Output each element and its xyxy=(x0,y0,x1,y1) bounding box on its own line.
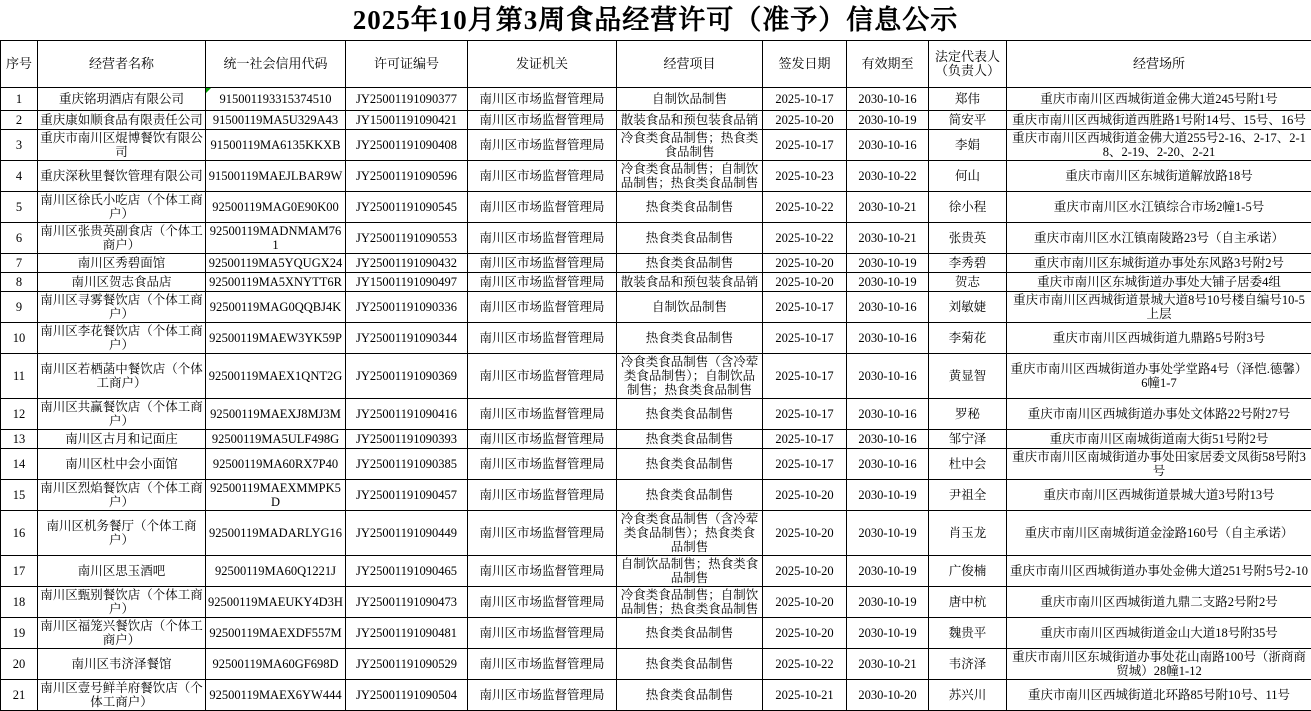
cell-credit_code: 92500119MA5ULF498G xyxy=(206,430,346,449)
cell-seq: 6 xyxy=(1,223,38,254)
cell-legal_rep: 黄显智 xyxy=(929,354,1007,399)
cell-name: 南川区张贵英副食店（个体工商户） xyxy=(38,223,206,254)
cell-authority: 南川区市场监督管理局 xyxy=(468,556,617,587)
cell-valid_until: 2030-10-21 xyxy=(847,223,929,254)
cell-items: 自制饮品制售 xyxy=(617,292,763,323)
cell-seq: 16 xyxy=(1,511,38,556)
cell-authority: 南川区市场监督管理局 xyxy=(468,430,617,449)
cell-items: 散装食品和预包装食品销 xyxy=(617,111,763,130)
cell-items: 热食类食品制售 xyxy=(617,254,763,273)
cell-name: 南川区福笼兴餐饮店（个体工商户） xyxy=(38,618,206,649)
cell-premises: 重庆市南川区南城街道办事处田家居委文凤街58号附3号 xyxy=(1007,449,1311,480)
cell-seq: 17 xyxy=(1,556,38,587)
cell-premises: 重庆市南川区水江镇南陵路23号（自主承诺） xyxy=(1007,223,1311,254)
cell-license_no: JY25001191090344 xyxy=(346,323,468,354)
cell-premises: 重庆市南川区南城街道南大街51号附2号 xyxy=(1007,430,1311,449)
cell-license_no: JY25001191090457 xyxy=(346,480,468,511)
cell-legal_rep: 李秀碧 xyxy=(929,254,1007,273)
cell-seq: 10 xyxy=(1,323,38,354)
cell-license_no: JY25001191090504 xyxy=(346,680,468,711)
cell-valid_until: 2030-10-21 xyxy=(847,192,929,223)
cell-seq: 2 xyxy=(1,111,38,130)
cell-credit_code: 92500119MAEW3YK59P xyxy=(206,323,346,354)
cell-valid_until: 2030-10-16 xyxy=(847,430,929,449)
cell-issue_date: 2025-10-17 xyxy=(763,323,847,354)
cell-authority: 南川区市场监督管理局 xyxy=(468,88,617,111)
cell-authority: 南川区市场监督管理局 xyxy=(468,111,617,130)
cell-name: 南川区甄别餐饮店（个体工商户） xyxy=(38,587,206,618)
cell-name: 南川区思玉酒吧 xyxy=(38,556,206,587)
cell-license_no: JY15001191090497 xyxy=(346,273,468,292)
cell-legal_rep: 徐小程 xyxy=(929,192,1007,223)
cell-legal_rep: 肖玉龙 xyxy=(929,511,1007,556)
cell-legal_rep: 尹祖全 xyxy=(929,480,1007,511)
cell-name: 南川区共赢餐饮店（个体工商户） xyxy=(38,399,206,430)
table-row xyxy=(1,323,1311,354)
table-row xyxy=(1,399,1311,430)
cell-authority: 南川区市场监督管理局 xyxy=(468,292,617,323)
cell-license_no: JY25001191090416 xyxy=(346,399,468,430)
cell-name: 南川区若栖菡中餐饮店（个体工商户） xyxy=(38,354,206,399)
cell-seq: 4 xyxy=(1,161,38,192)
header-row xyxy=(1,41,1311,88)
cell-items: 冷食类食品制售；热食类食品制售 xyxy=(617,130,763,161)
cell-authority: 南川区市场监督管理局 xyxy=(468,618,617,649)
cell-credit_code: 91500119MA6135KKXB xyxy=(206,130,346,161)
cell-authority: 南川区市场监督管理局 xyxy=(468,273,617,292)
cell-license_no: JY25001191090377 xyxy=(346,88,468,111)
cell-valid_until: 2030-10-16 xyxy=(847,354,929,399)
cell-name: 南川区烈焰餐饮店（个体工商户） xyxy=(38,480,206,511)
table-row xyxy=(1,587,1311,618)
cell-issue_date: 2025-10-17 xyxy=(763,430,847,449)
cell-valid_until: 2030-10-19 xyxy=(847,556,929,587)
cell-premises: 重庆市南川区水江镇综合市场2幢1-5号 xyxy=(1007,192,1311,223)
cell-issue_date: 2025-10-20 xyxy=(763,111,847,130)
cell-authority: 南川区市场监督管理局 xyxy=(468,223,617,254)
cell-authority: 南川区市场监督管理局 xyxy=(468,192,617,223)
cell-credit_code: 92500119MA5YQUGX24 xyxy=(206,254,346,273)
cell-authority: 南川区市场监督管理局 xyxy=(468,480,617,511)
cell-items: 自制饮品制售 xyxy=(617,88,763,111)
cell-credit_code: 92500119MAEXDF557M xyxy=(206,618,346,649)
cell-items: 冷食类食品制售（含冷荤类食品制售）；自制饮品制售；热食类食品制售 xyxy=(617,354,763,399)
cell-authority: 南川区市场监督管理局 xyxy=(468,161,617,192)
cell-issue_date: 2025-10-17 xyxy=(763,399,847,430)
table-row xyxy=(1,192,1311,223)
cell-seq: 11 xyxy=(1,354,38,399)
table-row xyxy=(1,111,1311,130)
cell-name: 南川区寻雾餐饮店（个体工商户） xyxy=(38,292,206,323)
cell-license_no: JY25001191090408 xyxy=(346,130,468,161)
cell-seq: 3 xyxy=(1,130,38,161)
cell-premises: 重庆市南川区东城街道办事处大铺子居委4组 xyxy=(1007,273,1311,292)
table-row xyxy=(1,223,1311,254)
cell-legal_rep: 郑伟 xyxy=(929,88,1007,111)
cell-legal_rep: 魏贵平 xyxy=(929,618,1007,649)
cell-issue_date: 2025-10-21 xyxy=(763,680,847,711)
cell-name: 南川区贺志食品店 xyxy=(38,273,206,292)
cell-license_no: JY25001191090596 xyxy=(346,161,468,192)
cell-name: 南川区韦济泽餐馆 xyxy=(38,649,206,680)
cell-valid_until: 2030-10-16 xyxy=(847,130,929,161)
cell-issue_date: 2025-10-17 xyxy=(763,130,847,161)
table-body xyxy=(1,88,1311,711)
table-row xyxy=(1,292,1311,323)
cell-license_no: JY25001191090553 xyxy=(346,223,468,254)
cell-seq: 12 xyxy=(1,399,38,430)
cell-premises: 重庆市南川区西城街道办事处学堂路4号（泽恺.德馨）6幢1-7 xyxy=(1007,354,1311,399)
cell-issue_date: 2025-10-20 xyxy=(763,618,847,649)
cell-issue_date: 2025-10-17 xyxy=(763,292,847,323)
cell-issue_date: 2025-10-22 xyxy=(763,649,847,680)
cell-valid_until: 2030-10-19 xyxy=(847,618,929,649)
column-header-issue_date: 签发日期 xyxy=(763,41,847,88)
cell-items: 热食类食品制售 xyxy=(617,223,763,254)
page-title: 2025年10月第3周食品经营许可（准予）信息公示 xyxy=(0,0,1311,40)
cell-premises: 重庆市南川区西城街道办事处文体路22号附27号 xyxy=(1007,399,1311,430)
cell-premises: 重庆市南川区西城街道西胜路1号附14号、15号、16号 xyxy=(1007,111,1311,130)
cell-legal_rep: 李娟 xyxy=(929,130,1007,161)
column-header-premises: 经营场所 xyxy=(1007,41,1311,88)
cell-premises: 重庆市南川区西城街道北环路85号附10号、11号 xyxy=(1007,680,1311,711)
table-row xyxy=(1,618,1311,649)
cell-authority: 南川区市场监督管理局 xyxy=(468,399,617,430)
table-row xyxy=(1,511,1311,556)
table-row xyxy=(1,556,1311,587)
cell-legal_rep: 苏兴川 xyxy=(929,680,1007,711)
cell-items: 热食类食品制售 xyxy=(617,192,763,223)
cell-issue_date: 2025-10-17 xyxy=(763,449,847,480)
table-row xyxy=(1,680,1311,711)
cell-seq: 14 xyxy=(1,449,38,480)
cell-seq: 7 xyxy=(1,254,38,273)
cell-name: 南川区古月和记面庄 xyxy=(38,430,206,449)
cell-authority: 南川区市场监督管理局 xyxy=(468,254,617,273)
cell-seq: 9 xyxy=(1,292,38,323)
cell-license_no: JY25001191090432 xyxy=(346,254,468,273)
cell-seq: 18 xyxy=(1,587,38,618)
cell-issue_date: 2025-10-20 xyxy=(763,254,847,273)
cell-items: 热食类食品制售 xyxy=(617,649,763,680)
cell-seq: 19 xyxy=(1,618,38,649)
cell-legal_rep: 李菊花 xyxy=(929,323,1007,354)
cell-valid_until: 2030-10-19 xyxy=(847,480,929,511)
cell-license_no: JY25001191090336 xyxy=(346,292,468,323)
cell-valid_until: 2030-10-19 xyxy=(847,511,929,556)
cell-items: 热食类食品制售 xyxy=(617,618,763,649)
cell-authority: 南川区市场监督管理局 xyxy=(468,649,617,680)
cell-legal_rep: 刘敏婕 xyxy=(929,292,1007,323)
cell-license_no: JY25001191090465 xyxy=(346,556,468,587)
table-row xyxy=(1,354,1311,399)
cell-seq: 13 xyxy=(1,430,38,449)
table-row xyxy=(1,480,1311,511)
cell-valid_until: 2030-10-19 xyxy=(847,587,929,618)
cell-items: 热食类食品制售 xyxy=(617,480,763,511)
cell-credit_code: 92500119MAEXMMPK5D xyxy=(206,480,346,511)
cell-seq: 15 xyxy=(1,480,38,511)
table-row xyxy=(1,449,1311,480)
cell-issue_date: 2025-10-22 xyxy=(763,192,847,223)
cell-seq: 1 xyxy=(1,88,38,111)
cell-valid_until: 2030-10-16 xyxy=(847,323,929,354)
cell-license_no: JY15001191090421 xyxy=(346,111,468,130)
cell-issue_date: 2025-10-20 xyxy=(763,587,847,618)
cell-name: 南川区徐氏小吃店（个体工商户） xyxy=(38,192,206,223)
cell-name: 重庆康如顺食品有限责任公司 xyxy=(38,111,206,130)
cell-credit_code: 92500119MA60GF698D xyxy=(206,649,346,680)
cell-authority: 南川区市场监督管理局 xyxy=(468,511,617,556)
cell-authority: 南川区市场监督管理局 xyxy=(468,130,617,161)
cell-valid_until: 2030-10-19 xyxy=(847,273,929,292)
cell-name: 南川区机务餐厅（个体工商户） xyxy=(38,511,206,556)
cell-authority: 南川区市场监督管理局 xyxy=(468,680,617,711)
cell-legal_rep: 罗秘 xyxy=(929,399,1007,430)
table-row xyxy=(1,273,1311,292)
cell-legal_rep: 何山 xyxy=(929,161,1007,192)
cell-name: 南川区杜中会小面馆 xyxy=(38,449,206,480)
table-row xyxy=(1,88,1311,111)
cell-issue_date: 2025-10-17 xyxy=(763,354,847,399)
cell-credit_code: 91500119MAEJLBAR9W xyxy=(206,161,346,192)
column-header-name: 经营者名称 xyxy=(38,41,206,88)
cell-authority: 南川区市场监督管理局 xyxy=(468,587,617,618)
cell-legal_rep: 张贵英 xyxy=(929,223,1007,254)
cell-premises: 重庆市南川区南城街道金淦路160号（自主承诺） xyxy=(1007,511,1311,556)
cell-premises: 重庆市南川区西城街道办事处金佛大道251号附5号2-10 xyxy=(1007,556,1311,587)
cell-premises: 重庆市南川区西城街道金佛大道245号附1号 xyxy=(1007,88,1311,111)
cell-name: 重庆铭玥酒店有限公司 xyxy=(38,88,206,111)
column-header-valid_until: 有效期至 xyxy=(847,41,929,88)
column-header-items: 经营项目 xyxy=(617,41,763,88)
cell-premises: 重庆市南川区东城街道办事处东风路3号附2号 xyxy=(1007,254,1311,273)
cell-authority: 南川区市场监督管理局 xyxy=(468,323,617,354)
cell-credit_code: 92500119MADARLYG16 xyxy=(206,511,346,556)
cell-legal_rep: 唐中杭 xyxy=(929,587,1007,618)
cell-credit_code: 92500119MAEUKY4D3H xyxy=(206,587,346,618)
cell-license_no: JY25001191090529 xyxy=(346,649,468,680)
cell-credit_code: 92500119MAEX6YW444 xyxy=(206,680,346,711)
cell-items: 热食类食品制售 xyxy=(617,323,763,354)
cell-seq: 20 xyxy=(1,649,38,680)
cell-legal_rep: 广俊楠 xyxy=(929,556,1007,587)
cell-valid_until: 2030-10-16 xyxy=(847,292,929,323)
cell-items: 冷食类食品制售；自制饮品制售；热食类食品制售 xyxy=(617,161,763,192)
cell-items: 散装食品和预包装食品销 xyxy=(617,273,763,292)
cell-items: 冷食类食品制售（含冷荤类食品制售）；热食类食品制售 xyxy=(617,511,763,556)
cell-authority: 南川区市场监督管理局 xyxy=(468,449,617,480)
cell-seq: 21 xyxy=(1,680,38,711)
cell-legal_rep: 韦济泽 xyxy=(929,649,1007,680)
cell-premises: 重庆市南川区西城街道金佛大道255号2-16、2-17、2-18、2-19、2-20、2-21 xyxy=(1007,130,1311,161)
cell-valid_until: 2030-10-21 xyxy=(847,649,929,680)
cell-issue_date: 2025-10-22 xyxy=(763,223,847,254)
cell-name: 南川区李花餐饮店（个体工商户） xyxy=(38,323,206,354)
cell-items: 自制饮品制售；热食类食品制售 xyxy=(617,556,763,587)
cell-credit_code: 92500119MAEX1QNT2G xyxy=(206,354,346,399)
cell-credit_code: 92500119MAG0QQBJ4K xyxy=(206,292,346,323)
cell-issue_date: 2025-10-20 xyxy=(763,556,847,587)
cell-premises: 重庆市南川区东城街道解放路18号 xyxy=(1007,161,1311,192)
column-header-license_no: 许可证编号 xyxy=(346,41,468,88)
cell-valid_until: 2030-10-16 xyxy=(847,449,929,480)
cell-issue_date: 2025-10-20 xyxy=(763,511,847,556)
column-header-legal_rep: 法定代表人（负责人） xyxy=(929,41,1007,88)
license-table xyxy=(0,40,1311,711)
cell-credit_code: 92500119MA60RX7P40 xyxy=(206,449,346,480)
cell-seq: 8 xyxy=(1,273,38,292)
cell-name: 重庆深秋里餐饮管理有限公司 xyxy=(38,161,206,192)
cell-license_no: JY25001191090473 xyxy=(346,587,468,618)
cell-credit_code: 92500119MAG0E90K00 xyxy=(206,192,346,223)
cell-valid_until: 2030-10-22 xyxy=(847,161,929,192)
cell-valid_until: 2030-10-19 xyxy=(847,111,929,130)
cell-credit_code: 91500119MA5U329A43 xyxy=(206,111,346,130)
cell-legal_rep: 杜中会 xyxy=(929,449,1007,480)
cell-valid_until: 2030-10-16 xyxy=(847,399,929,430)
cell-items: 冷食类食品制售；自制饮品制售；热食类食品制售 xyxy=(617,587,763,618)
cell-license_no: JY25001191090449 xyxy=(346,511,468,556)
cell-license_no: JY25001191090369 xyxy=(346,354,468,399)
cell-items: 热食类食品制售 xyxy=(617,399,763,430)
column-header-credit_code: 统一社会信用代码 xyxy=(206,41,346,88)
cell-items: 热食类食品制售 xyxy=(617,430,763,449)
cell-seq: 5 xyxy=(1,192,38,223)
cell-credit_code: 92500119MAEXJ8MJ3M xyxy=(206,399,346,430)
cell-issue_date: 2025-10-20 xyxy=(763,273,847,292)
table-row xyxy=(1,649,1311,680)
cell-premises: 重庆市南川区西城街道景城大道8号10号楼自编号10-5上层 xyxy=(1007,292,1311,323)
cell-license_no: JY25001191090481 xyxy=(346,618,468,649)
column-header-seq: 序号 xyxy=(1,41,38,88)
cell-credit_code: 92500119MADNMAM761 xyxy=(206,223,346,254)
cell-credit_code: 92500119MA5XNYTT6R xyxy=(206,273,346,292)
cell-items: 热食类食品制售 xyxy=(617,449,763,480)
cell-license_no: JY25001191090545 xyxy=(346,192,468,223)
cell-premises: 重庆市南川区西城街道金山大道18号附35号 xyxy=(1007,618,1311,649)
cell-premises: 重庆市南川区西城街道九鼎路5号附3号 xyxy=(1007,323,1311,354)
cell-valid_until: 2030-10-20 xyxy=(847,680,929,711)
cell-legal_rep: 贺志 xyxy=(929,273,1007,292)
column-header-authority: 发证机关 xyxy=(468,41,617,88)
cell-valid_until: 2030-10-16 xyxy=(847,88,929,111)
cell-name: 南川区秀碧面馆 xyxy=(38,254,206,273)
cell-issue_date: 2025-10-20 xyxy=(763,480,847,511)
cell-authority: 南川区市场监督管理局 xyxy=(468,354,617,399)
table-row xyxy=(1,161,1311,192)
cell-credit_code: 915001193315374510 xyxy=(206,88,346,111)
cell-credit_code: 92500119MA60Q1221J xyxy=(206,556,346,587)
cell-items: 热食类食品制售 xyxy=(617,680,763,711)
cell-issue_date: 2025-10-17 xyxy=(763,88,847,111)
cell-premises: 重庆市南川区东城街道办事处花山南路100号（浙商商贸城）28幢1-12 xyxy=(1007,649,1311,680)
cell-name: 重庆市南川区焜博餐饮有限公司 xyxy=(38,130,206,161)
cell-license_no: JY25001191090385 xyxy=(346,449,468,480)
cell-legal_rep: 简安平 xyxy=(929,111,1007,130)
cell-license_no: JY25001191090393 xyxy=(346,430,468,449)
cell-premises: 重庆市南川区西城街道景城大道3号附13号 xyxy=(1007,480,1311,511)
cell-issue_date: 2025-10-23 xyxy=(763,161,847,192)
table-row xyxy=(1,254,1311,273)
table-row xyxy=(1,430,1311,449)
cell-legal_rep: 邹宁泽 xyxy=(929,430,1007,449)
cell-valid_until: 2030-10-19 xyxy=(847,254,929,273)
cell-premises: 重庆市南川区西城街道九鼎二支路2号附2号 xyxy=(1007,587,1311,618)
table-row xyxy=(1,130,1311,161)
cell-name: 南川区壹号鲜羊府餐饮店（个体工商户） xyxy=(38,680,206,711)
